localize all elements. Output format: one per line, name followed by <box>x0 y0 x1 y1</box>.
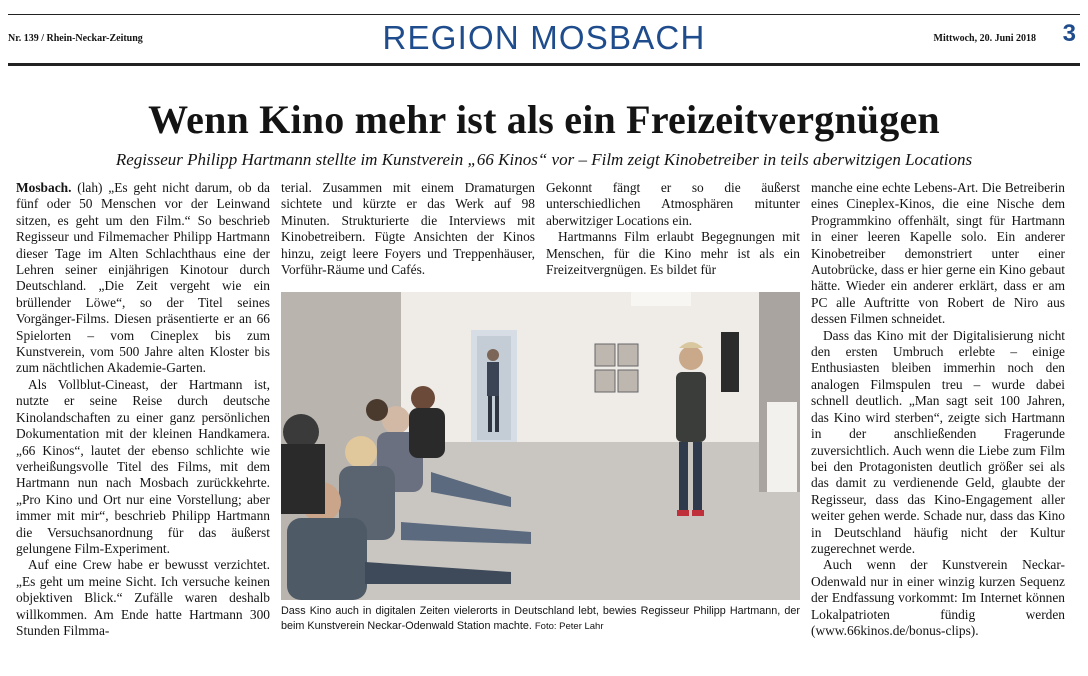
paragraph: Auf eine Crew habe er bewusst verzichtet. „Es geht um meine Sicht. Ich versuche keinen objektiven Blick.“ Zufälle waren deshalb willkommen. Am Ende hatte Hartmann 300 Stunden Filmma- <box>16 557 270 638</box>
photo-credit: Foto: Peter Lahr <box>534 620 604 632</box>
issue-date: Mittwoch, 20. Juni 2018 <box>933 33 1036 44</box>
article-column-4 <box>811 180 1065 642</box>
article-photo <box>281 292 800 600</box>
paragraph: Als Vollblut-Cineast, der Hartmann ist, nutzte er seine Reise durch deutsche Kinolandschaften zu einer ganz persönlichen Dokumentation mit der kleinen Handkamera. „66 Kinos“, lautet der ebenso schlichte wie verheißungsvolle Titel des Films, mit dem Hartmann nun nach Mosbach zurückkehrte. „Pro Kino und Ort nur eine Vorstellung; aber immer mit mir“, beschrieb Philipp Hartmann die Versuchsanordnung für das äußerst gelungene Film-Experiment. <box>16 376 270 556</box>
page-number: 3 <box>1062 20 1076 47</box>
masthead <box>8 14 1080 66</box>
issue-label: Nr. 139 / Rhein-Neckar-Zeitung <box>8 33 143 44</box>
article-headline: Wenn Kino mehr ist als ein Freizeitvergnügen <box>148 97 940 142</box>
article-column-1 <box>16 180 270 642</box>
masthead-bottom-rule <box>8 63 1080 66</box>
photo-caption <box>281 604 800 634</box>
paragraph-text: (lah) „Es geht nicht darum, ob da fünf oder 50 Menschen vor der Leinwand sitzen, es geht um den Film.“ So beschrieb Regisseur und Filmemacher Philipp Hartmann dieser Tage im Alten Schlachthaus eine der Lehren seiner einjährigen Kinotour durch Deutschland. „Die Zeit vergeht wie ein brüllender Löwe“, so der Titel seines Vorgänger-Films. Diesen präsentierte er an 66 Spielorten – vom Cineplex bis zum Kunstverein, vom 500 Jahre alten Kloster bis zum nächtlichen Akademie-Garten. <box>16 180 270 376</box>
paragraph: manche eine echte Lebens-Art. Die Betreiberin eines Cineplex-Kinos, die eine Nische dem Programmkino offenhält, singt für Hartmann in einer leeren Kapelle solo. Ein anderer Kinobetreiber demonstriert unter einer Autobrücke, dass er hier gerne ein Kino gebaut hätte. Wieder ein anderer erklärt, dass er am PC alle Auftritte von Robert de Niro aus dessen Filmen schneidet. <box>811 180 1065 327</box>
article-column-2 <box>281 180 535 280</box>
article-subheadline: Regisseur Philipp Hartmann stellte im Kunstverein „66 Kinos“ vor – Film zeigt Kinobetreiber in teils aberwitzigen Locations <box>115 150 973 169</box>
paragraph: Dass das Kino mit der Digitalisierung nicht den ersten Umbruch erlebte – einige Enthusiasten bleiben immerhin noch den analogen Filmspulen treu – wurde dabei schnell deutlich. „Man sagt seit 100 Jahren, das Kino wird sterben“, zeigte sich Hartmann in der anschließenden Fragerunde zuversichtlich. Auch wenn die Liebe zum Film bei den Protagonisten deutlich größer sei als das damit zu verdienende Geld, glaubte der Regisseur, dass das Kino-Engagement aller weiter gehen werde. Schade nur, dass das Kino in Deutschland häufig nicht der Kultur zugerechnet werde. <box>811 327 1065 556</box>
dateline: Mosbach. <box>16 180 72 195</box>
caption-text: Dass Kino auch in digitalen Zeiten vielerorts in Deutschland lebt, bewies Regisseur Philipp Hartmann, der beim Kunstverein Neckar-Odenwald Station machte. <box>281 605 800 632</box>
paragraph: Auch wenn der Kunstverein Neckar-Odenwald nur in einer winzig kurzen Sequenz der Endfassung vorkommt: Im Internet können Lokalpatrioten fündig werden (www.66kinos.de/bonus-clips). <box>811 557 1065 638</box>
section-title: REGION MOSBACH <box>382 19 706 56</box>
paragraph: Hartmanns Film erlaubt Begegnungen mit Menschen, für die Kino mehr ist als ein Freizeitvergnügen. Es bildet für <box>546 229 800 278</box>
photo-illustration <box>281 292 800 600</box>
paragraph <box>16 180 270 377</box>
paragraph: Gekonnt fängt er so die äußerst unterschiedlichen Atmosphären mitunter aberwitziger Locations ein. <box>546 180 800 228</box>
masthead-top-rule <box>8 14 1080 15</box>
paragraph: terial. Zusammen mit einem Dramaturgen sichtete und kürzte er das Werk auf 98 Minuten. Strukturierte die Interviews mit Kinobetreibern. Fügte Ansichten der Kinos hinzu, zeigt leere Foyers und Treppenhäuser, Vorführ-Räume und Cafés. <box>281 180 535 278</box>
article-column-3 <box>546 180 800 280</box>
